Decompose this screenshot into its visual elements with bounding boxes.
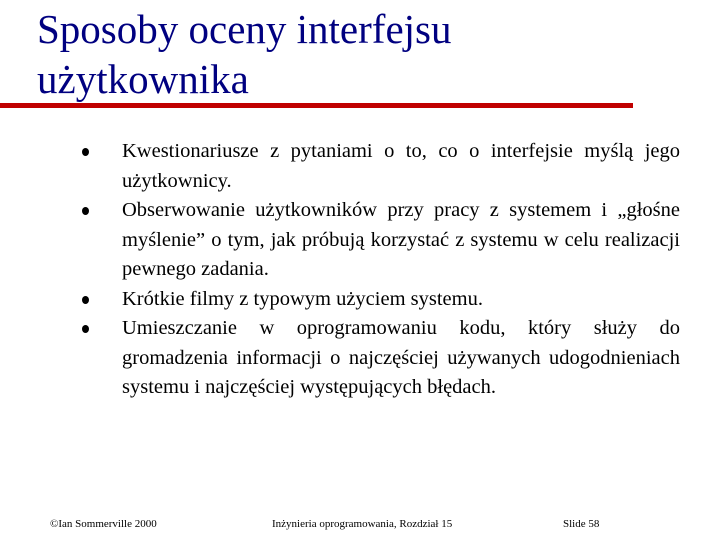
footer-copyright: ©Ian Sommerville 2000 [50, 518, 157, 530]
slide-title [37, 4, 677, 104]
bullet-text: Kwestionariusze z pytaniami o to, co o interfejsie myślą jego użytkownicy. [122, 140, 680, 192]
slide-title-line-2: użytkownika [37, 56, 249, 102]
footer-slide-number: Slide 58 [563, 518, 600, 530]
bullet-list [75, 137, 680, 403]
bullet-text: Umieszczanie w oprogramowaniu kodu, który służy do gromadzenia informacji o najczęściej używanych udogodnieniach systemu i najczęściej występujących błędach. [122, 317, 680, 398]
footer-course-title: Inżynieria oprogramowania, Rozdział 15 [272, 518, 453, 530]
bullet-icon [82, 148, 89, 156]
bullet-text: Obserwowanie użytkowników przy pracy z systemem i „głośne myślenie” o tym, jak próbują korzystać z systemu w celu realizacji pewnego zadania. [122, 199, 680, 280]
title-underline-rule [0, 103, 633, 108]
slide-title-line-1: Sposoby oceny interfejsu [37, 6, 452, 52]
bullet-text: Krótkie filmy z typowym użyciem systemu. [122, 287, 483, 310]
bullet-item-short-videos [75, 285, 680, 315]
bullet-item-instrumentation [75, 314, 680, 403]
bullet-icon [82, 296, 89, 304]
bullet-item-observation [75, 196, 680, 285]
bullet-item-questionnaires [75, 137, 680, 196]
bullet-icon [82, 325, 89, 333]
bullet-icon [82, 207, 89, 215]
